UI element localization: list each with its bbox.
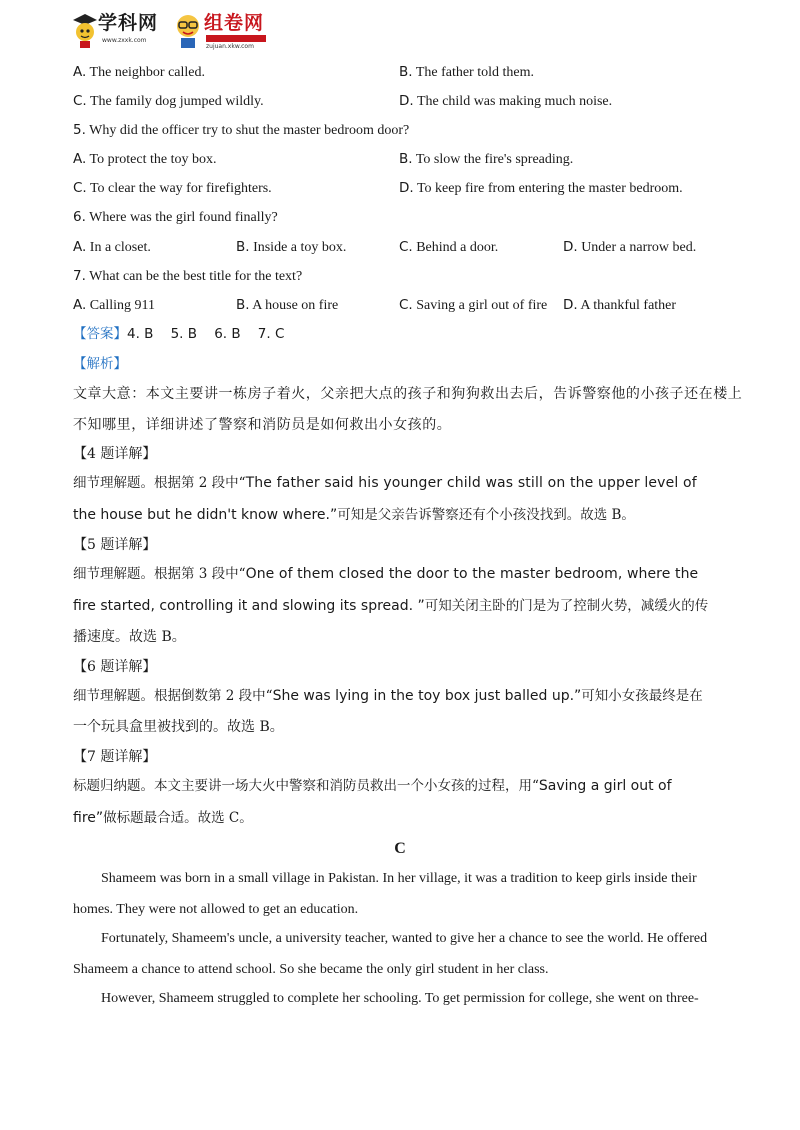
summary-line-2: 不知哪里，详细讲述了警察和消防员是如何救出小女孩的。 [73, 417, 452, 433]
q5-detail-line-3: 播速度。故选 B。 [73, 629, 186, 645]
q7-stem: 7. What can be the best title for the text? [73, 268, 303, 284]
zujuan-logo-url: zujuan.xkw.com [206, 43, 254, 50]
q6-option-d: D. Under a narrow bed. [563, 239, 697, 255]
passage-p2-line-1: Fortunately, Shameem's uncle, a university teacher, wanted to give her a chance to see the world. He offered [101, 931, 708, 946]
answer-tag: 【答案】 [73, 326, 127, 342]
passage-p2-line-2: Shameem a chance to attend school. So she became the only girl student in her class. [73, 962, 549, 977]
analysis-tag: 【解析】 [73, 356, 127, 372]
q4-detail-line-1: 细节理解题。根据第 2 段中“The father said his younger child was still on the upper level of [73, 475, 697, 491]
q5-option-d: D. To keep fire from entering the master bedroom. [399, 180, 683, 196]
q4-option-b: B. The father told them. [399, 64, 534, 80]
q7-detail-line-2: fire”做标题最合适。故选 C。 [73, 810, 253, 826]
passage-heading: C [394, 840, 406, 857]
q4-option-d: D. The child was making much noise. [399, 93, 613, 109]
q6-detail-heading: 【6 题详解】 [73, 659, 157, 675]
q5-option-c: C. To clear the way for firefighters. [73, 180, 272, 196]
q6-option-a: A. In a closet. [73, 239, 151, 255]
q6-option-c: C. Behind a door. [399, 239, 499, 255]
zxxk-logo-url: www.zxxk.com [102, 37, 147, 44]
zujuan-logo-banner [206, 35, 266, 42]
zxxk-logo-title: 学科网 [98, 12, 159, 34]
q4-detail-heading: 【4 题详解】 [73, 446, 157, 462]
q4-detail-line-2: the house but he didn't know where.”可知是父亲告诉警察还有个小孩没找到。故选 B。 [73, 507, 635, 523]
q6-option-b: B. Inside a toy box. [236, 239, 347, 255]
q5-stem: 5. Why did the officer try to shut the master bedroom door? [73, 122, 410, 138]
q7-detail-heading: 【7 题详解】 [73, 749, 157, 765]
passage-p1-line-1: Shameem was born in a small village in Pakistan. In her village, it was a tradition to keep girls inside their [101, 871, 697, 886]
q6-detail-line-2: 一个玩具盒里被找到的。故选 B。 [73, 719, 284, 735]
q7-option-d: D. A thankful father [563, 297, 677, 313]
q7-option-b: B. A house on fire [236, 297, 339, 313]
summary-line-1: 文章大意：本文主要讲一栋房子着火，父亲把大点的孩子和狗狗救出去后，告诉警察他的小孩子还在楼上 [73, 386, 743, 402]
student-mascot-icon [174, 10, 202, 50]
q6-stem: 6. Where was the girl found finally? [73, 209, 278, 225]
q5-detail-heading: 【5 题详解】 [73, 537, 157, 553]
q5-option-b: B. To slow the fire's spreading. [399, 151, 574, 167]
zujuan-logo [174, 10, 290, 50]
q7-option-a: A. Calling 911 [73, 297, 155, 313]
passage-p3-line-1: However, Shameem struggled to complete her schooling. To get permission for college, she went on three- [101, 991, 699, 1006]
analysis-tag-line [73, 355, 127, 374]
q5-detail-line-2: fire started, controlling it and slowing its spread. ”可知关闭主卧的门是为了控制火势，减缓火的传 [73, 598, 709, 614]
q4-option-c: C. The family dog jumped wildly. [73, 93, 264, 109]
q7-option-c: C. Saving a girl out of fire [399, 297, 548, 313]
header-logos [72, 10, 292, 50]
zujuan-logo-title: 组卷网 [204, 12, 265, 34]
zxxk-logo [72, 10, 168, 50]
graduate-mascot-icon [72, 10, 98, 50]
answer-values: 4. B 5. B 6. B 7. C [127, 326, 285, 342]
q7-detail-line-1: 标题归纳题。本文主要讲一场大火中警察和消防员救出一个小女孩的过程，用“Saving a girl out of [73, 778, 672, 794]
q5-option-a: A. To protect the toy box. [73, 151, 217, 167]
answer-line [73, 325, 284, 344]
q6-detail-line-1: 细节理解题。根据倒数第 2 段中“She was lying in the toy box just balled up.”可知小女孩最终是在 [73, 688, 703, 704]
passage-p1-line-2: homes. They were not allowed to get an education. [73, 902, 359, 917]
q5-detail-line-1: 细节理解题。根据第 3 段中“One of them closed the door to the master bedroom, where the [73, 566, 699, 582]
q4-option-a: A. The neighbor called. [73, 64, 205, 80]
